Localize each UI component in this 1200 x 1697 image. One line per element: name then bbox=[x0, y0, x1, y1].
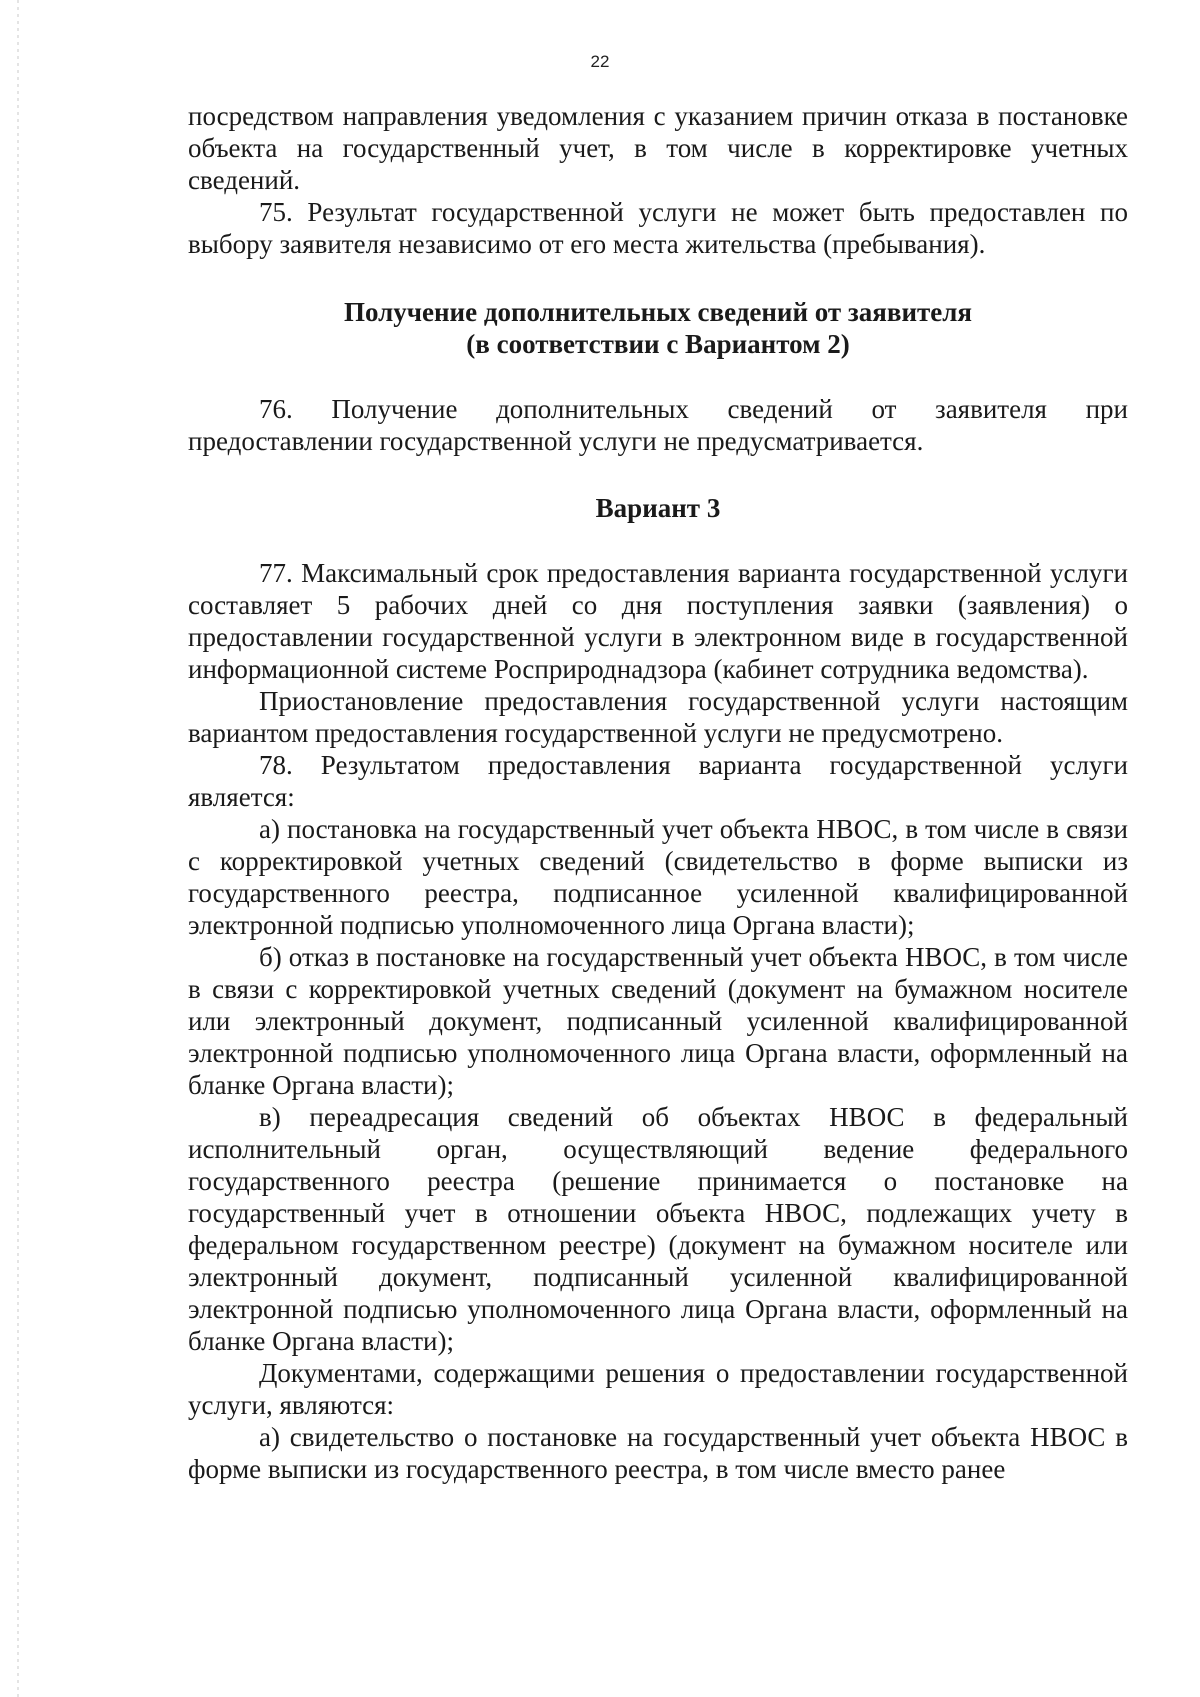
paragraph-77: 77. Максимальный срок предоставления варианта государственной услуги составляет 5 рабочих дней со дня поступления заявки (заявления) о предоставлении государственной услуги в электронном виде в государственной информационной системе Росприроднадзора (кабинет сотрудника ведомства). bbox=[188, 558, 1128, 684]
section-heading-line1: Получение дополнительных сведений от заявителя bbox=[343, 297, 973, 327]
list-item-a: а) постановка на государственный учет объекта НВОС, в том числе в связи с корректировкой учетных сведений (свидетельство в форме выписки из государственного реестра, подписанное усиленной квалифицированной электронной подписью уполномоченного лица Органа власти); bbox=[188, 814, 1128, 940]
paragraph-78: 78. Результатом предоставления варианта государственной услуги является: bbox=[188, 750, 1128, 812]
scan-edge-artifact bbox=[17, 0, 19, 1697]
page-number: 22 bbox=[590, 52, 610, 71]
paragraph-75: 75. Результат государственной услуги не может быть предоставлен по выбору заявителя независимо от его места жительства (пребывания). bbox=[188, 197, 1128, 259]
paragraph-documents: Документами, содержащими решения о предоставлении государственной услуги, являются: bbox=[188, 1358, 1128, 1420]
section-heading-variant3: Вариант 3 bbox=[595, 493, 721, 523]
documents-item-a: а) свидетельство о постановке на государственный учет объекта НВОС в форме выписки из государственного реестра, в том числе вместо ранее bbox=[188, 1422, 1128, 1484]
section-heading-line2: (в соответствии с Вариантом 2) bbox=[466, 329, 850, 359]
document-body bbox=[188, 100, 1128, 1485]
paragraph-76: 76. Получение дополнительных сведений от заявителя при предоставлении государственной услуги не предусматривается. bbox=[188, 394, 1128, 456]
paragraph-suspension: Приостановление предоставления государственной услуги настоящим вариантом предоставления государственной услуги не предусмотрено. bbox=[188, 686, 1128, 748]
list-item-v: в) переадресация сведений об объектах НВОС в федеральный исполнительный орган, осуществляющий ведение федерального государственного реестра (решение принимается о постановке на государственный учет в отношении объекта НВОС, подлежащих учету в федеральном государственном реестре) (документ на бумажном носителе или электронный документ, подписанный усиленной квалифицированной электронной подписью уполномоченного лица Органа власти, оформленный на бланке Органа власти); bbox=[188, 1102, 1128, 1356]
list-item-b: б) отказ в постановке на государственный учет объекта НВОС, в том числе в связи с корректировкой учетных сведений (документ на бумажном носителе или электронный документ, подписанный усиленной квалифицированной электронной подписью уполномоченного лица Органа власти, оформленный на бланке Органа власти); bbox=[188, 942, 1128, 1100]
paragraph-continuation: посредством направления уведомления с указанием причин отказа в постановке объекта на государственный учет, в том числе в корректировке учетных сведений. bbox=[188, 101, 1128, 195]
